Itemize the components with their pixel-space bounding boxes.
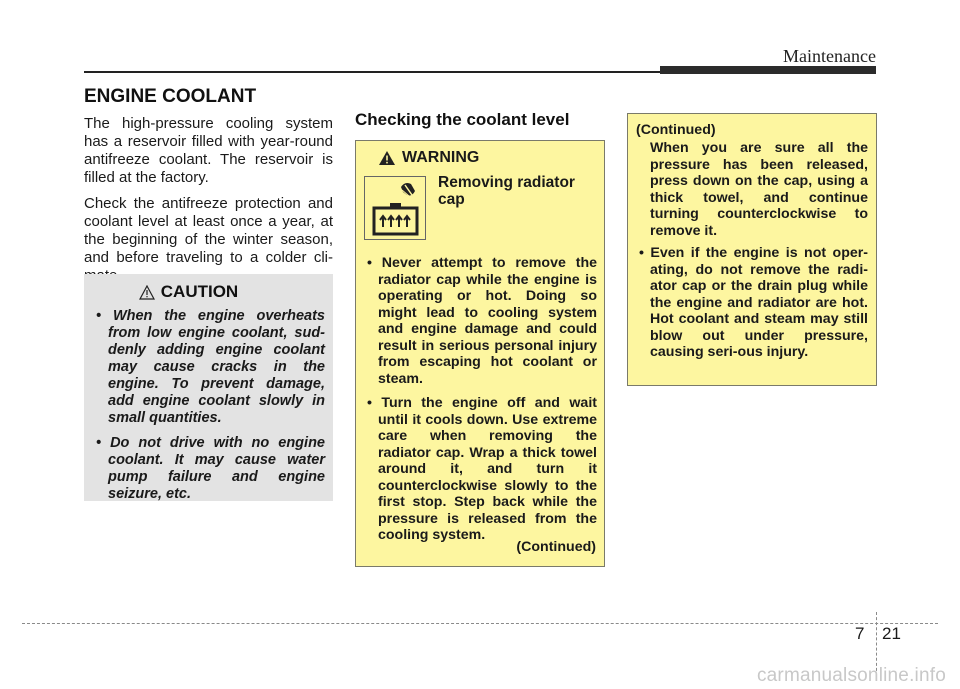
section-header: Maintenance: [783, 46, 876, 66]
caution-box: [84, 274, 333, 501]
continued-heading: (Continued): [636, 122, 716, 138]
warning-item: • Never attempt to remove the radiator cap while the engine is operating or hot. Doing so might lead to cooling system and engine damage and could result in serious personal injury from escaping hot coolant or steam.: [367, 255, 597, 387]
warning-triangle-icon: [378, 150, 396, 166]
continued-item: • Even if the engine is not oper-ating, do not remove the radi-ator cap or the drain plug while the engine and radiator are hot. Hot coolant and steam may still blow out under pressure, causing seri-ous injury.: [639, 245, 868, 360]
page-title: ENGINE COOLANT: [84, 86, 257, 107]
caution-header: [52, 282, 325, 302]
warning-list: [364, 255, 597, 552]
page-number: 21: [882, 624, 901, 643]
caution-item: • Do not drive with no engine coolant. It may cause water pump failure and engine seizure, etc.: [96, 435, 325, 502]
radiator-cap-hot-icon: [364, 176, 426, 240]
continued-box: [627, 113, 877, 386]
warning-heading: WARNING: [402, 149, 480, 166]
header-rule-thin: [84, 71, 664, 73]
warning-item: • Turn the engine off and wait until it cools down. Use extreme care when removing the radiator cap. Wrap a thick towel around it, and turn it counterclockwise slowly to the first stop. Step back while the pressure is released from the cooling system.: [367, 395, 597, 543]
warning-header: [378, 149, 596, 167]
watermark: carmanualsonline.info: [756, 665, 946, 686]
warning-box: [355, 140, 605, 567]
continued-list: [636, 245, 868, 361]
warning-continued: (Continued): [516, 539, 596, 555]
warning-subtitle: Removing radiator cap: [438, 174, 575, 208]
footer-rule: [22, 623, 938, 624]
continued-paragraph: When you are sure all the pressure has been released, press down on the cap, using a thick towel, and continue turning counterclockwise to remove it.: [650, 140, 868, 239]
caution-list: [92, 308, 325, 503]
checking-heading: Checking the coolant level: [355, 110, 570, 129]
intro-paragraph-1: The high-pressure cooling system has a reservoir filled with year-round antifreeze coolant. The reservoir is filled at the factory.: [84, 115, 333, 186]
intro-paragraph-2: Check the antifreeze protection and coolant level at least once a year, at the beginning of the winter season, and before traveling to a colder cli-: [84, 195, 333, 266]
chapter-number: 7: [855, 624, 865, 643]
caution-item: • When the engine overheats from low engine coolant, sud-denly adding engine coolant may cause cracks in the engine. To prevent damage, add engine coolant slowly in small quantities.: [96, 308, 325, 426]
intro-text: [84, 115, 333, 293]
header-rule-thick: [660, 66, 876, 74]
caution-heading: CAUTION: [160, 282, 239, 301]
caution-triangle-icon: [139, 285, 155, 300]
